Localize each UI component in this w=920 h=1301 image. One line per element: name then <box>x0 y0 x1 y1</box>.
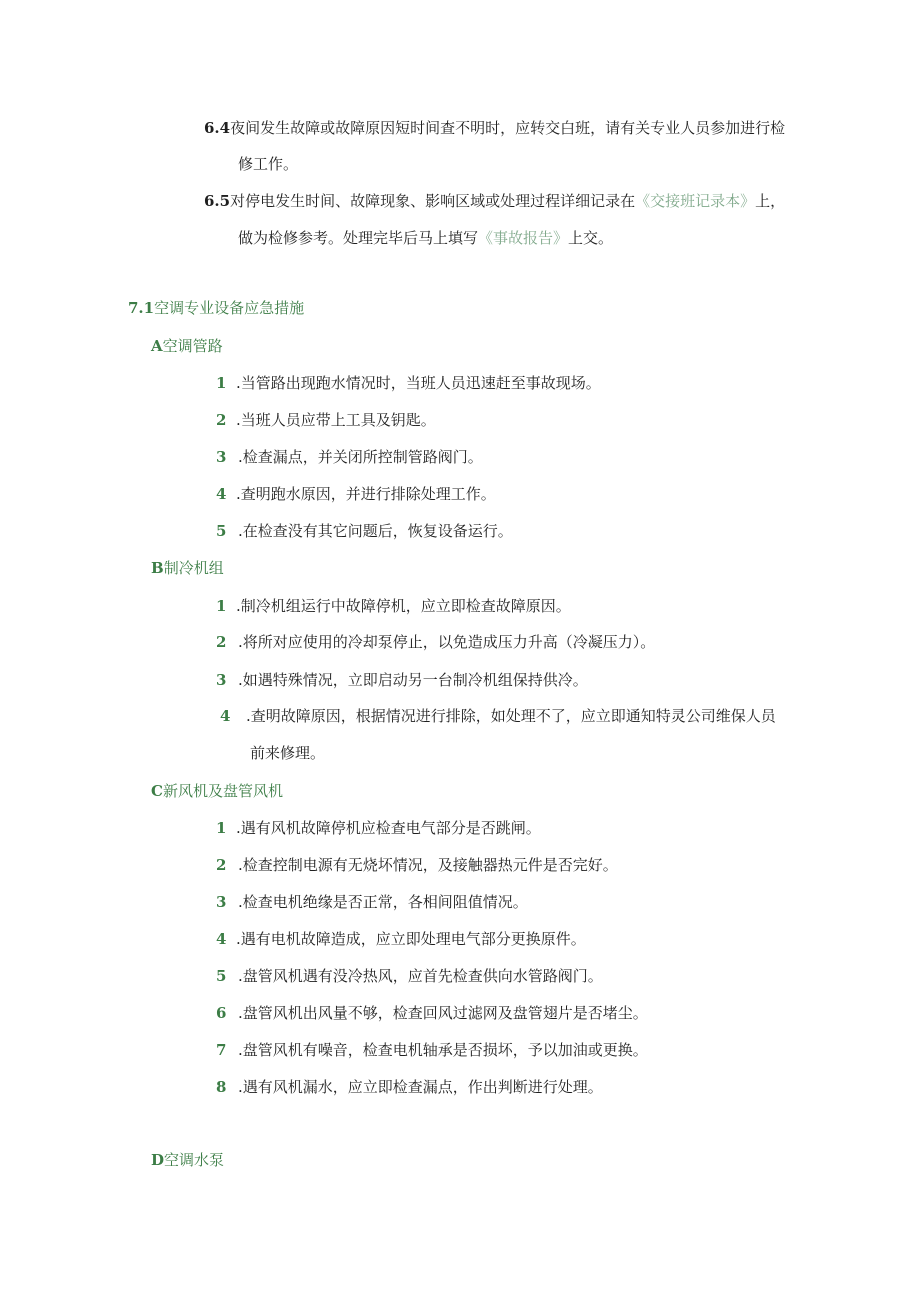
item-text: .当班人员应带上工具及钥匙。 <box>236 411 436 429</box>
list-item-continuation: 前来修理。 <box>250 744 326 762</box>
paragraph-6-5-line2 <box>238 228 613 248</box>
list-item <box>216 892 528 912</box>
paragraph-text: 夜间发生故障或故障原因短时间查不明时，应转交白班，请有关专业人员参加进行检 <box>230 119 786 137</box>
item-number: 2 <box>216 633 227 651</box>
item-number: 2 <box>216 411 227 429</box>
subsection-heading-c <box>151 781 283 801</box>
heading-number: 7.1 <box>128 299 155 317</box>
paragraph-6-5-line1 <box>204 191 785 211</box>
item-number: 8 <box>216 1078 227 1096</box>
list-item <box>216 521 513 541</box>
item-number: 7 <box>216 1041 227 1059</box>
paragraph-text: 上， <box>755 192 786 210</box>
list-item <box>216 373 601 393</box>
subsection-letter: A <box>151 337 163 355</box>
list-item <box>216 410 436 430</box>
item-text: .检查控制电源有无烧坏情况，及接触器热元件是否完好。 <box>238 856 618 874</box>
item-text: .检查电机绝缘是否正常，各相间阻值情况。 <box>238 893 528 911</box>
paragraph-6-4-line1 <box>204 118 785 138</box>
subsection-heading-d <box>151 1150 224 1170</box>
list-item <box>216 818 541 838</box>
list-item <box>216 632 655 652</box>
item-number: 4 <box>216 485 227 503</box>
item-text: .遇有风机故障停机应检查电气部分是否跳闸。 <box>236 819 541 837</box>
list-item <box>216 596 571 616</box>
item-text: .盘管风机有噪音，检查电机轴承是否损坏，予以加油或更换。 <box>238 1041 648 1059</box>
item-text: .当管路出现跑水情况时，当班人员迅速赶至事故现场。 <box>236 374 601 392</box>
list-item <box>216 1003 648 1023</box>
item-number: 3 <box>216 671 227 689</box>
item-number: 4 <box>216 930 227 948</box>
paragraph-number: 6.5 <box>204 192 231 210</box>
item-text: .盘管风机遇有没冷热风，应首先检查供向水管路阀门。 <box>238 967 603 985</box>
item-number: 1 <box>216 819 227 837</box>
item-number: 4 <box>220 707 231 725</box>
paragraph-text: 对停电发生时间、故障现象、影响区域或处理过程详细记录在 <box>230 192 636 210</box>
list-item <box>216 855 618 875</box>
paragraph-text: 上交。 <box>568 229 614 247</box>
section-heading-7-1 <box>128 298 304 318</box>
paragraph-6-4-line2: 修工作。 <box>238 155 299 173</box>
item-text: .遇有电机故障造成，应立即处理电气部分更换原件。 <box>236 930 586 948</box>
item-number: 3 <box>216 448 227 466</box>
list-item <box>216 447 483 467</box>
subsection-letter: B <box>151 559 164 577</box>
subsection-title: 空调管路 <box>162 337 223 355</box>
subsection-letter: C <box>151 782 163 800</box>
item-text: .盘管风机出风量不够，检查回风过滤网及盘管翅片是否堵尘。 <box>238 1004 648 1022</box>
subsection-heading-a <box>151 336 223 356</box>
list-item <box>216 1077 603 1097</box>
list-item <box>216 929 586 949</box>
subsection-title: 制冷机组 <box>163 559 224 577</box>
subsection-heading-b <box>151 558 224 578</box>
subsection-title: 新风机及盘管风机 <box>162 782 283 800</box>
item-text: .查明故障原因，根据情况进行排除，如处理不了，应立即通知特灵公司维保人员 <box>246 707 776 725</box>
report-reference: 《事故报告》 <box>478 229 569 247</box>
subsection-title: 空调水泵 <box>164 1151 225 1169</box>
item-text: .检查漏点，并关闭所控制管路阀门。 <box>238 448 483 466</box>
item-text: .遇有风机漏水，应立即检查漏点，作出判断进行处理。 <box>238 1078 603 1096</box>
item-text: .如遇特殊情况，立即启动另一台制冷机组保持供冷。 <box>238 671 588 689</box>
subsection-letter: D <box>151 1151 165 1169</box>
list-item <box>216 966 603 986</box>
item-text: .制冷机组运行中故障停机，应立即检查故障原因。 <box>236 597 571 615</box>
item-text: .查明跑水原因，并进行排除处理工作。 <box>236 485 496 503</box>
item-number: 2 <box>216 856 227 874</box>
item-number: 1 <box>216 374 227 392</box>
item-number: 1 <box>216 597 227 615</box>
paragraph-text: 做为检修参考。处理完毕后马上填写 <box>238 229 479 247</box>
list-item <box>220 706 776 726</box>
item-number: 6 <box>216 1004 227 1022</box>
list-item <box>216 1040 648 1060</box>
item-text: .在检查没有其它问题后，恢复设备运行。 <box>238 522 513 540</box>
list-item <box>216 484 496 504</box>
item-number: 3 <box>216 893 227 911</box>
logbook-reference: 《交接班记录本》 <box>635 192 756 210</box>
paragraph-number: 6.4 <box>204 119 231 137</box>
list-item <box>216 670 588 690</box>
item-text: .将所对应使用的冷却泵停止，以免造成压力升高（冷凝压力）。 <box>238 633 656 651</box>
item-number: 5 <box>216 522 227 540</box>
heading-title: 空调专业设备应急措施 <box>154 299 305 317</box>
item-number: 5 <box>216 967 227 985</box>
